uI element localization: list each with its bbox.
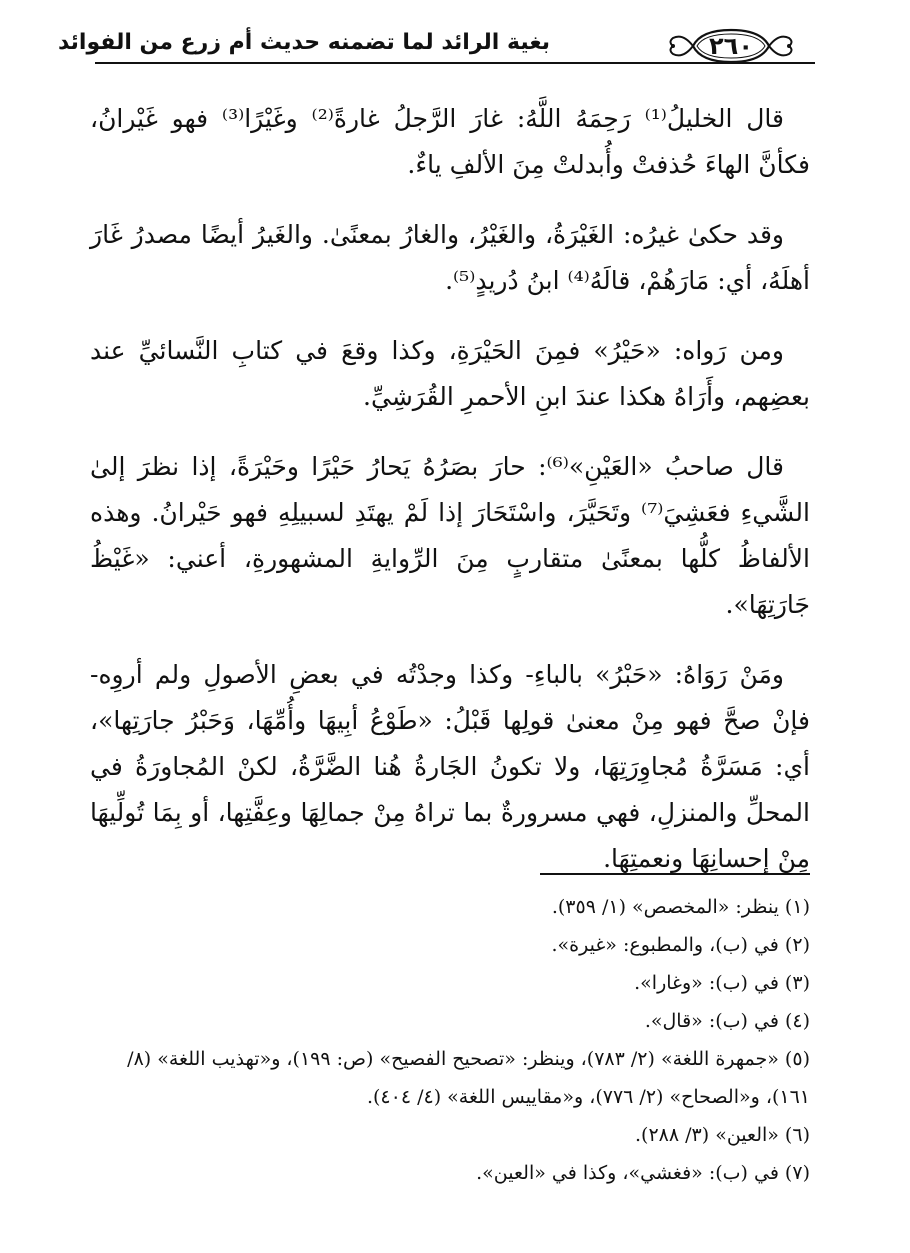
paragraph: قال صاحبُ «العَيْنِ»⁽⁶⁾: حارَ بصَرُهُ يَحارُ حَيْرًا وحَيْرَةً، إذا نظرَ إلىٰ الشَّيءِ فعَشِيَ⁽⁷⁾ وتَحَيَّرَ، واسْتَحَارَ إذا لَمْ يهتَدِ لسبيلِهِ فهو حَيْرانُ. وهذه الألفاظُ كلُّها بمعنًىٰ متقاربٍ مِنَ الرِّوايةِ المشهورةِ، أعني: «غَيْظُ جَارَتِهَا». bbox=[90, 452, 810, 619]
running-title: بغية الرائد لما تضمنه حديث أم زرع من الفوائد bbox=[57, 30, 550, 55]
page-header bbox=[57, 22, 815, 78]
paragraph: ومَنْ رَوَاهُ: «حَبْرُ» بالباءِ- وكذا وجدْتُه في بعضِ الأصولِ ولم أروِه- فإنْ صحَّ فهو مِنْ معنىٰ قولِها قَبْلُ: «طَوْعُ أبِيهَا وأُمِّهَا، وَحَبْرُ جارَتِها»، أي: مَسَرَّةُ مُجاوِرَتِهَا، ولا تكونُ الجَارةُ هُنا الضَّرَّةُ، لكنْ المُجاورَةُ في المحلِّ والمنزلِ، فهي مسرورةٌ بما تراهُ مِنْ جمالِهَا وعِفَّتِها، أو بِمَا تُولِّيهَا مِنْ إحسانِهَا ونعمتِهَا. bbox=[90, 660, 810, 873]
page-number: ٢٦٠ bbox=[709, 32, 753, 60]
footnotes bbox=[90, 888, 810, 1192]
footnote: (٥) «جمهرة اللغة» (٢/ ٧٨٣)، وينظر: «تصحيح الفصيح» (ص: ١٩٩)، و«تهذيب اللغة» (٨/ ١٦١)، و«الصحاح» (٢/ ٧٧٦)، و«مقاييس اللغة» (٤/ ٤٠٤). bbox=[127, 1048, 810, 1108]
footnote: (٣) في (ب): «وغارا». bbox=[634, 972, 810, 994]
paragraph: قال الخليلُ⁽¹⁾ رَحِمَهُ اللَّهُ: غارَ الرَّجلُ غارةً⁽²⁾ وغَيْرًا⁽³⁾ فهو غَيْرانُ، فكأنَّ الهاءَ حُذفتْ وأُبدلتْ مِنَ الألفِ ياءٌ. bbox=[90, 104, 810, 179]
footnote: (٤) في (ب): «قال». bbox=[644, 1010, 810, 1032]
footnote: (٢) في (ب)، والمطبوع: «غيرة». bbox=[551, 934, 810, 956]
footnote: (٦) «العين» (٣/ ٢٨٨). bbox=[635, 1124, 810, 1146]
footnote: (٧) في (ب): «فغشي»، وكذا في «العين». bbox=[476, 1162, 810, 1184]
main-text bbox=[90, 96, 810, 906]
paragraph: ومن رَواه: «حَيْرُ» فمِنَ الحَيْرَةِ، وكذا وقعَ في كتابِ النَّسائيِّ عند بعضِهم، وأَرَاهُ هكذا عندَ ابنِ الأحمرِ القُرَشِيِّ. bbox=[90, 336, 810, 411]
paragraph: وقد حكىٰ غيرُه: الغَيْرَةُ، والغَيْرُ، والغارُ بمعنًىٰ. والغَيرُ أيضًا مصدرُ غَارَ أهلَهُ، أي: مَارَهُمْ، قالَهُ⁽⁴⁾ ابنُ دُريدٍ⁽⁵⁾. bbox=[90, 220, 810, 295]
footnote-separator bbox=[540, 873, 810, 875]
footnote: (١) ينظر: «المخصص» (١/ ٣٥٩). bbox=[551, 896, 810, 918]
page-number-ornament bbox=[667, 25, 795, 73]
